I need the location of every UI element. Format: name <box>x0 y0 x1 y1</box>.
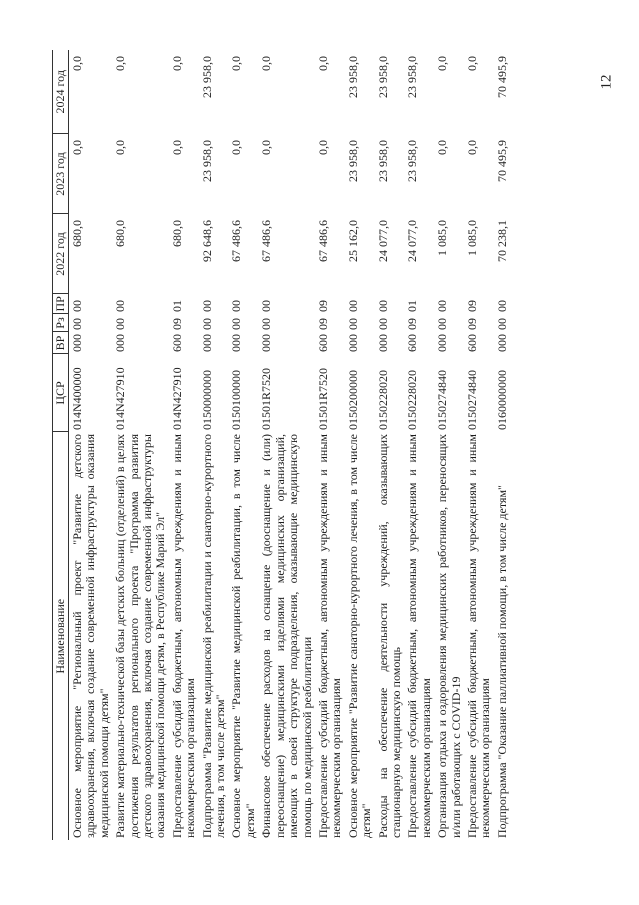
cell-2023: 0,0 <box>464 140 479 155</box>
cell-2024: 0,0 <box>229 56 244 71</box>
cell-vr: 000 <box>259 334 274 352</box>
header-rz: Рз <box>53 314 69 332</box>
cell-name: Подпрограмма "Оказание паллиативной помощи, в том числе детям" <box>494 485 509 838</box>
cell-2023: 23 958,0 <box>375 140 390 182</box>
cell-2023: 0,0 <box>169 140 184 155</box>
cell-2022: 92 648,6 <box>199 220 214 262</box>
cell-vr: 000 <box>229 334 244 352</box>
cell-2024: 0,0 <box>435 56 450 71</box>
cell-vr: 000 <box>494 334 509 352</box>
cell-vr: 600 <box>405 334 420 352</box>
cell-pr: 01 <box>169 300 184 312</box>
cell-csr: 0160000000 <box>494 370 509 430</box>
cell-csr: 01501R7520 <box>315 367 330 430</box>
cell-2023: 0,0 <box>259 140 274 155</box>
cell-name: Финансовое обеспечение расходов на оснащение (дооснащение и (или) переоснащение) медицинскими изделиями медицинских организаций, имеющих в своей структуре подразделения, оказывающие медицинскую помощь по медицинской реабилитации <box>259 434 314 838</box>
cell-name: Предоставление субсидий бюджетным, автономным учреждениям и иным некоммерческим организациям <box>464 434 493 838</box>
cell-pr: 09 <box>315 300 330 312</box>
cell-vr: 000 <box>199 334 214 352</box>
table-row <box>199 50 229 840</box>
cell-2023: 23 958,0 <box>345 140 360 182</box>
cell-csr: 014N427910 <box>169 367 184 430</box>
table-row <box>464 50 494 840</box>
cell-vr: 000 <box>345 334 360 352</box>
cell-pr: 00 <box>259 300 274 312</box>
cell-name: Развитие материально-технической базы детских больниц (отделений) в целях достижения результатов регионального проекта "Программа развития детского здравоохранения, включая создание современной инфраструктуры оказания медицинской помощи детям, в Республике Марий Эл" <box>113 434 168 838</box>
cell-rz: 00 <box>113 318 128 330</box>
cell-vr: 000 <box>70 334 84 352</box>
cell-vr: 600 <box>315 334 330 352</box>
cell-csr: 014N400000 <box>70 367 84 430</box>
cell-2022: 67 486,6 <box>315 220 330 262</box>
cell-2024: 0,0 <box>464 56 479 71</box>
cell-name: Основное мероприятие "Региональный проект "Развитие детского здравоохранения, включая создание современной инфраструктуры оказания медицинской помощи детям" <box>70 434 111 838</box>
cell-vr: 000 <box>375 334 390 352</box>
cell-2023: 0,0 <box>435 140 450 155</box>
header-csr: ЦСР <box>53 354 69 432</box>
cell-rz: 00 <box>375 318 390 330</box>
header-2022: 2022 год <box>53 214 69 294</box>
cell-name: Организация отдыха и оздоровления медицинских работников, переносящих и/или работающих с COVID-19 <box>435 434 463 838</box>
table-row <box>404 50 434 840</box>
cell-csr: 0150000000 <box>199 370 214 430</box>
cell-name: Предоставление субсидий бюджетным, автономным учреждениям и иным некоммерческим организациям <box>169 434 198 838</box>
cell-pr: 00 <box>375 300 390 312</box>
cell-2024: 0,0 <box>70 56 84 71</box>
cell-2022: 25 162,0 <box>345 220 360 262</box>
table-header-row <box>53 50 69 840</box>
cell-2022: 680,0 <box>70 220 84 247</box>
header-2024: 2024 год <box>53 50 69 134</box>
cell-2022: 1 085,0 <box>435 220 450 256</box>
cell-name: Основное мероприятие "Развитие санаторно-курортного лечения, в том числе детям" <box>345 434 374 838</box>
table-row <box>375 50 405 840</box>
cell-pr: 09 <box>464 300 479 312</box>
page-number: 12 <box>598 74 615 90</box>
cell-csr: 0150274840 <box>464 370 479 430</box>
cell-2024: 0,0 <box>113 56 128 71</box>
cell-2024: 70 495,9 <box>494 56 509 98</box>
cell-2022: 67 486,6 <box>259 220 274 262</box>
cell-csr: 0150200000 <box>345 370 360 430</box>
cell-vr: 600 <box>464 334 479 352</box>
cell-rz: 00 <box>345 318 360 330</box>
cell-2022: 67 486,6 <box>229 220 244 262</box>
cell-2022: 1 085,0 <box>464 220 479 256</box>
cell-2024: 23 958,0 <box>199 56 214 98</box>
header-name: Наименование <box>53 432 69 840</box>
cell-2023: 70 495,9 <box>494 140 509 182</box>
cell-name: Предоставление субсидий бюджетным, автономным учреждениям и иным некоммерческим организациям <box>315 434 344 838</box>
cell-2023: 0,0 <box>70 140 84 155</box>
cell-pr: 00 <box>229 300 244 312</box>
cell-2022: 680,0 <box>169 220 184 247</box>
cell-rz: 00 <box>70 318 84 330</box>
cell-rz: 09 <box>464 318 479 330</box>
cell-2024: 0,0 <box>259 56 274 71</box>
table-row <box>112 50 169 840</box>
cell-2024: 23 958,0 <box>345 56 360 98</box>
cell-name: Основное мероприятие "Развитие медицинской реабилитации, в том числе детям" <box>229 434 257 838</box>
cell-2023: 0,0 <box>229 140 244 155</box>
cell-rz: 00 <box>199 318 214 330</box>
cell-pr: 00 <box>199 300 214 312</box>
cell-vr: 600 <box>169 334 184 352</box>
cell-name: Расходы на обеспечение деятельности учреждений, оказывающих стационарную медицинскую помощь <box>375 434 403 838</box>
cell-pr: 01 <box>405 300 420 312</box>
cell-2023: 0,0 <box>113 140 128 155</box>
table-row <box>169 50 199 840</box>
table-row <box>494 50 510 840</box>
table-row <box>315 50 345 840</box>
cell-2023: 0,0 <box>315 140 330 155</box>
header-vr: ВР <box>53 332 69 354</box>
cell-csr: 0150228020 <box>405 370 420 430</box>
cell-pr: 00 <box>435 300 450 312</box>
table-body <box>69 50 511 840</box>
cell-pr: 00 <box>345 300 360 312</box>
budget-table <box>52 50 510 840</box>
cell-csr: 014N427910 <box>113 367 128 430</box>
header-pr: ПР <box>53 294 69 314</box>
cell-rz: 00 <box>229 318 244 330</box>
cell-2023: 23 958,0 <box>199 140 214 182</box>
cell-2024: 23 958,0 <box>375 56 390 98</box>
cell-2022: 680,0 <box>113 220 128 247</box>
cell-2024: 0,0 <box>169 56 184 71</box>
cell-vr: 000 <box>435 334 450 352</box>
cell-pr: 00 <box>70 300 84 312</box>
table-row <box>345 50 375 840</box>
cell-2022: 24 077,0 <box>375 220 390 262</box>
cell-rz: 09 <box>405 318 420 330</box>
cell-2022: 24 077,0 <box>405 220 420 262</box>
cell-rz: 00 <box>494 318 509 330</box>
cell-2024: 0,0 <box>315 56 330 71</box>
cell-pr: 00 <box>494 300 509 312</box>
table-row <box>69 50 113 840</box>
table-row <box>434 50 464 840</box>
cell-rz: 09 <box>315 318 330 330</box>
cell-name: Подпрограмма "Развитие медицинской реабилитации и санаторно-курортного лечения, в том числе детям" <box>199 434 228 838</box>
table-row <box>228 50 258 840</box>
cell-2024: 23 958,0 <box>405 56 420 98</box>
cell-2023: 23 958,0 <box>405 140 420 182</box>
cell-vr: 000 <box>113 334 128 352</box>
cell-csr: 0150228020 <box>375 370 390 430</box>
cell-name: Предоставление субсидий бюджетным, автономным учреждениям и иным некоммерческим организациям <box>405 434 433 838</box>
budget-table-sheet <box>52 50 557 840</box>
cell-pr: 00 <box>113 300 128 312</box>
cell-2022: 70 238,1 <box>494 220 509 262</box>
cell-rz: 00 <box>435 318 450 330</box>
table-row <box>258 50 315 840</box>
cell-csr: 01501R7520 <box>259 367 274 430</box>
cell-rz: 09 <box>169 318 184 330</box>
cell-csr: 0150100000 <box>229 370 244 430</box>
cell-rz: 00 <box>259 318 274 330</box>
header-2023: 2023 год <box>53 134 69 214</box>
cell-csr: 0150274840 <box>435 370 450 430</box>
